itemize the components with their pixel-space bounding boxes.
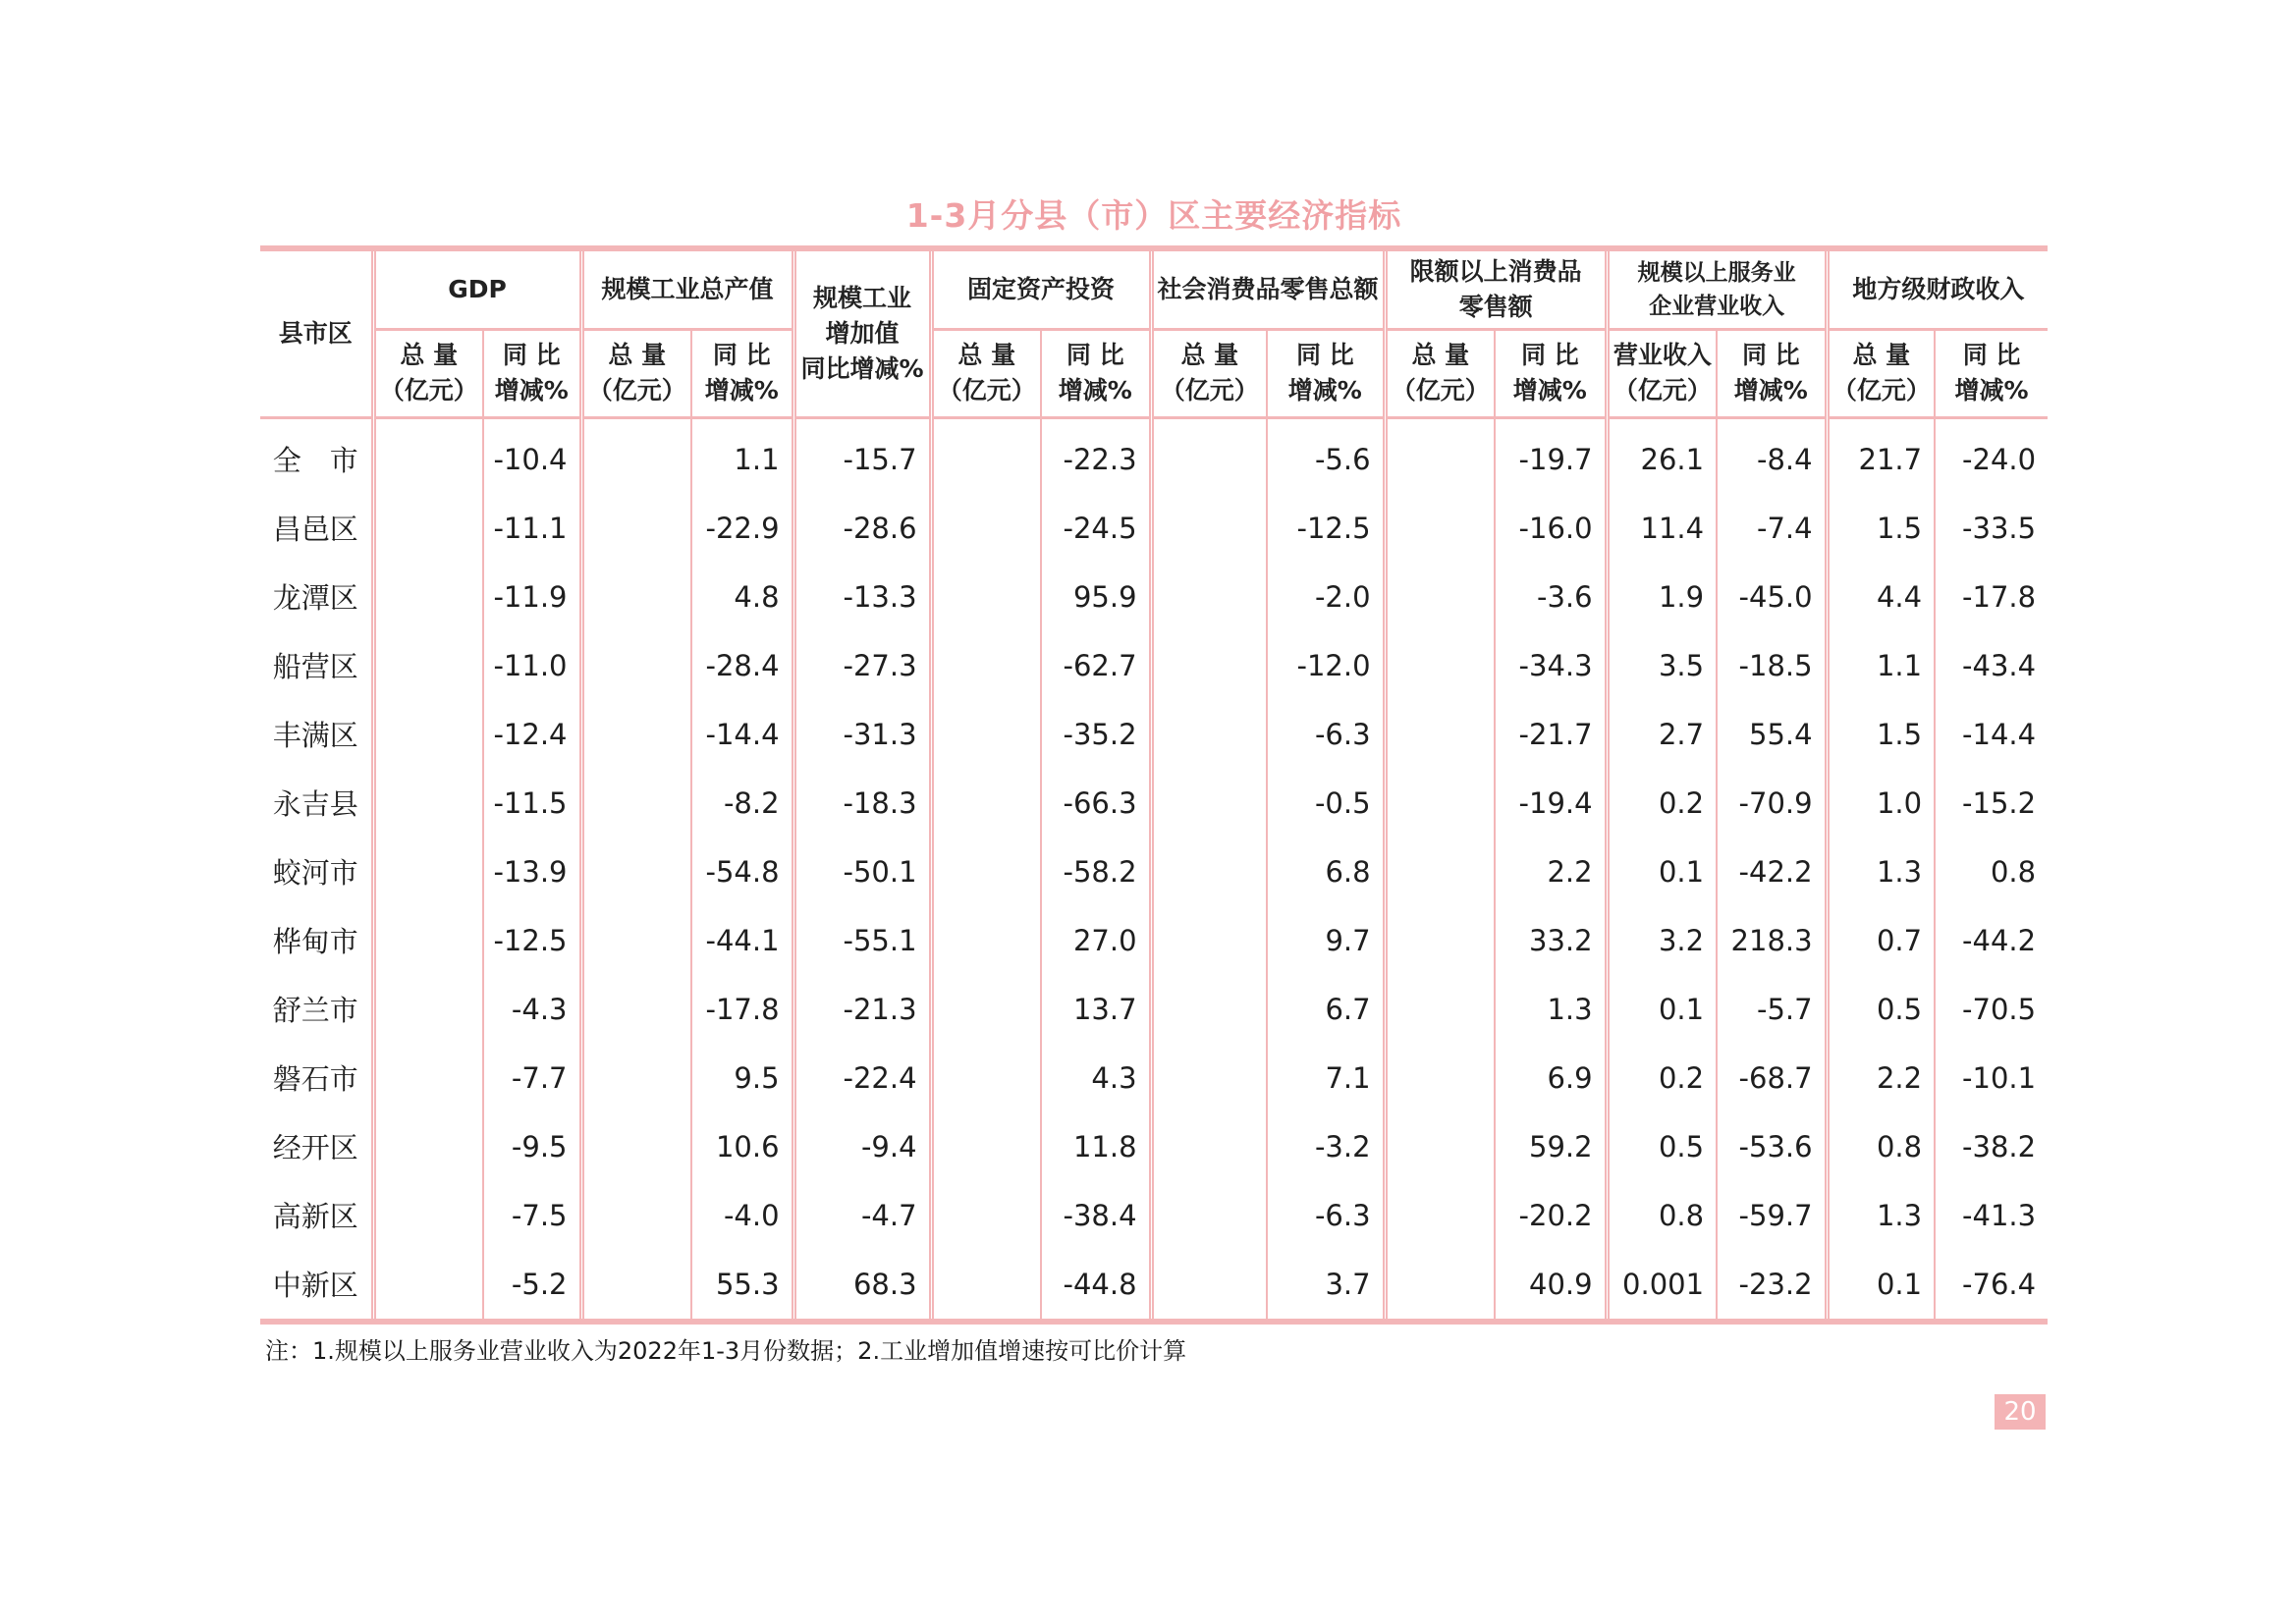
- table-row: [260, 417, 2048, 494]
- table-cell: [373, 1181, 483, 1250]
- table-cell: 1.3: [1827, 838, 1935, 906]
- table-cell: 40.9: [1495, 1250, 1607, 1322]
- table-cell: 0.2: [1607, 1044, 1717, 1112]
- table-cell: -53.6: [1717, 1112, 1827, 1181]
- header-gdp: GDP: [373, 248, 581, 329]
- table-row: [260, 700, 2048, 769]
- table-row: [260, 1112, 2048, 1181]
- table-cell: 0.1: [1607, 975, 1717, 1044]
- table-cell: [1151, 1181, 1267, 1250]
- county-name: 舒兰市: [272, 994, 358, 1027]
- table-cell: -50.1: [793, 838, 931, 906]
- table-cell: [931, 1250, 1041, 1322]
- subheader-revenue-line1: 营业收入: [1613, 341, 1712, 369]
- table-cell: -59.7: [1717, 1181, 1827, 1250]
- table-cell: [931, 769, 1041, 838]
- table-cell: 1.3: [1495, 975, 1607, 1044]
- table-cell: -12.0: [1267, 631, 1385, 700]
- header-industry-added-line3: 同比增减%: [800, 353, 924, 383]
- table-cell: [581, 417, 691, 494]
- table-cell: [581, 1181, 691, 1250]
- table-cell: [1385, 417, 1495, 494]
- county-name: 磐石市: [272, 1062, 358, 1096]
- header-retail-above-line1: 限额以上消费品: [1409, 256, 1582, 286]
- table-cell: [373, 563, 483, 631]
- subheader-yoy: [691, 329, 793, 417]
- county-name: 昌邑区: [272, 513, 358, 546]
- table-cell: 0.2: [1607, 769, 1717, 838]
- table-cell: -5.7: [1717, 975, 1827, 1044]
- table-cell: 0.8: [1827, 1112, 1935, 1181]
- table-cell: [1385, 1250, 1495, 1322]
- table-cell: 9.5: [691, 1044, 793, 1112]
- table-cell: [931, 975, 1041, 1044]
- table-cell: [1385, 631, 1495, 700]
- table-cell: [1151, 1250, 1267, 1322]
- subheader-total-line2: （亿元）: [379, 376, 478, 405]
- county-name: 龙潭区: [272, 581, 358, 615]
- table-cell: [931, 631, 1041, 700]
- table-cell: -21.7: [1495, 700, 1607, 769]
- table-cell: [373, 631, 483, 700]
- table-cell: 0.1: [1607, 838, 1717, 906]
- table-cell: -11.0: [483, 631, 581, 700]
- table-cell: [931, 700, 1041, 769]
- table-cell: -9.5: [483, 1112, 581, 1181]
- header-industry-output: 规模工业总产值: [581, 248, 793, 329]
- table-cell: [581, 1044, 691, 1112]
- table-cell: [1385, 1112, 1495, 1181]
- subheader-total: [1827, 329, 1935, 417]
- table-cell: [581, 1112, 691, 1181]
- table-cell: -11.1: [483, 494, 581, 563]
- table-cell: [931, 563, 1041, 631]
- table-cell: [1385, 700, 1495, 769]
- header-service-line1: 规模以上服务业: [1637, 259, 1796, 286]
- table-cell: [373, 1250, 483, 1322]
- table-row: [260, 838, 2048, 906]
- table-cell: 3.5: [1607, 631, 1717, 700]
- table-cell: [1385, 769, 1495, 838]
- header-retail-above-line2: 零售额: [1458, 292, 1533, 321]
- subheader-total-line2: （亿元）: [587, 376, 686, 405]
- subheader-yoy-line1: 同 比: [1520, 341, 1579, 369]
- table-cell: [931, 838, 1041, 906]
- table-cell: -76.4: [1935, 1250, 2048, 1322]
- table-cell: 95.9: [1041, 563, 1151, 631]
- table-cell: 6.7: [1267, 975, 1385, 1044]
- subheader-yoy-line1: 同 比: [1962, 341, 2021, 369]
- subheader-revenue: [1607, 329, 1717, 417]
- table-cell: -18.5: [1717, 631, 1827, 700]
- header-row-sub: [260, 329, 2048, 417]
- table-cell: -58.2: [1041, 838, 1151, 906]
- table-cell: [373, 417, 483, 494]
- table-cell: -34.3: [1495, 631, 1607, 700]
- table-cell: -4.7: [793, 1181, 931, 1250]
- table-cell: -35.2: [1041, 700, 1151, 769]
- table-cell: -54.8: [691, 838, 793, 906]
- table-cell: [1151, 1112, 1267, 1181]
- table-cell: -31.3: [793, 700, 931, 769]
- table-cell: 4.8: [691, 563, 793, 631]
- county-name: 中新区: [272, 1269, 358, 1302]
- table-cell: -27.3: [793, 631, 931, 700]
- footnote: 注：1.规模以上服务业营业收入为2022年1-3月份数据；2.工业增加值增速按可比价计算: [265, 1337, 1187, 1365]
- table-cell: -15.7: [793, 417, 931, 494]
- table-cell: [373, 906, 483, 975]
- table-cell: 1.1: [1827, 631, 1935, 700]
- table-cell: [931, 906, 1041, 975]
- table-cell: 3.2: [1607, 906, 1717, 975]
- table-cell: -11.9: [483, 563, 581, 631]
- table-cell: [1385, 975, 1495, 1044]
- table-cell: [1151, 563, 1267, 631]
- table-cell: -70.5: [1935, 975, 2048, 1044]
- table-cell: 21.7: [1827, 417, 1935, 494]
- table-cell: -11.5: [483, 769, 581, 838]
- subheader-total: [1385, 329, 1495, 417]
- table-cell: -22.9: [691, 494, 793, 563]
- subheader-total-line2: （亿元）: [1391, 376, 1490, 405]
- table-row: [260, 1181, 2048, 1250]
- subheader-yoy-line1: 同 比: [1741, 341, 1800, 369]
- table-cell: 55.3: [691, 1250, 793, 1322]
- table-cell: -68.7: [1717, 1044, 1827, 1112]
- table-cell: -7.5: [483, 1181, 581, 1250]
- subheader-yoy-line2: 增减%: [1954, 376, 2029, 405]
- table-cell: [931, 417, 1041, 494]
- subheader-total: [1151, 329, 1267, 417]
- subheader-yoy-line2: 增减%: [1512, 376, 1587, 405]
- subheader-total-line1: 总 量: [608, 341, 667, 369]
- table-cell: -9.4: [793, 1112, 931, 1181]
- table-cell: [1151, 906, 1267, 975]
- table-cell: [581, 631, 691, 700]
- table-cell: 0.7: [1827, 906, 1935, 975]
- subheader-yoy: [1041, 329, 1151, 417]
- subheader-total-line2: （亿元）: [1160, 376, 1259, 405]
- table-row: [260, 769, 2048, 838]
- subheader-yoy: [1267, 329, 1385, 417]
- header-service-line2: 企业营业收入: [1649, 293, 1785, 319]
- table-cell: 1.3: [1827, 1181, 1935, 1250]
- table-cell: 33.2: [1495, 906, 1607, 975]
- table-cell: [1151, 838, 1267, 906]
- table-cell: -0.5: [1267, 769, 1385, 838]
- table-cell: -33.5: [1935, 494, 2048, 563]
- table-cell: [1385, 906, 1495, 975]
- table-cell: 3.7: [1267, 1250, 1385, 1322]
- table-cell: -3.2: [1267, 1112, 1385, 1181]
- economic-indicators-table: [260, 245, 2048, 1325]
- table-cell: -7.7: [483, 1044, 581, 1112]
- subheader-yoy-line1: 同 比: [1295, 341, 1354, 369]
- table-cell: 55.4: [1717, 700, 1827, 769]
- subheader-yoy-line1: 同 比: [1066, 341, 1124, 369]
- table-cell: [1385, 1044, 1495, 1112]
- table-cell: -22.3: [1041, 417, 1151, 494]
- table-cell: -3.6: [1495, 563, 1607, 631]
- table-cell: -44.2: [1935, 906, 2048, 975]
- table-cell: 2.2: [1495, 838, 1607, 906]
- table-cell: -62.7: [1041, 631, 1151, 700]
- table-cell: -45.0: [1717, 563, 1827, 631]
- table-cell: [1385, 838, 1495, 906]
- subheader-total-line2: （亿元）: [1831, 376, 1931, 405]
- table-cell: 0.8: [1935, 838, 2048, 906]
- table-row: [260, 494, 2048, 563]
- table-cell: 218.3: [1717, 906, 1827, 975]
- table-row: [260, 631, 2048, 700]
- table-cell: -18.3: [793, 769, 931, 838]
- table-row: [260, 906, 2048, 975]
- table-cell: -2.0: [1267, 563, 1385, 631]
- table-cell: -8.4: [1717, 417, 1827, 494]
- table-cell: -5.6: [1267, 417, 1385, 494]
- table-cell: 59.2: [1495, 1112, 1607, 1181]
- table-cell: -17.8: [1935, 563, 2048, 631]
- table-cell: 6.8: [1267, 838, 1385, 906]
- table-cell: [373, 1112, 483, 1181]
- table-cell: -28.6: [793, 494, 931, 563]
- table-cell: [373, 975, 483, 1044]
- table-cell: 0.5: [1607, 1112, 1717, 1181]
- header-industry-added: [793, 248, 931, 417]
- table-cell: -41.3: [1935, 1181, 2048, 1250]
- table-cell: 26.1: [1607, 417, 1717, 494]
- subheader-total: [373, 329, 483, 417]
- header-fixed-assets: 固定资产投资: [931, 248, 1151, 329]
- table-cell: -7.4: [1717, 494, 1827, 563]
- header-industry-added-line1: 规模工业: [813, 283, 912, 312]
- table-cell: [581, 700, 691, 769]
- table-cell: [1151, 700, 1267, 769]
- table-row: [260, 1250, 2048, 1322]
- subheader-total: [931, 329, 1041, 417]
- subheader-total-line1: 总 量: [400, 341, 459, 369]
- table-cell: 27.0: [1041, 906, 1151, 975]
- table-cell: -10.4: [483, 417, 581, 494]
- table-cell: [373, 838, 483, 906]
- table-cell: -38.4: [1041, 1181, 1151, 1250]
- subheader-revenue-line2: （亿元）: [1613, 376, 1712, 405]
- table-cell: [931, 494, 1041, 563]
- table-cell: -44.8: [1041, 1250, 1151, 1322]
- table-cell: -10.1: [1935, 1044, 2048, 1112]
- table-cell: -70.9: [1717, 769, 1827, 838]
- table-cell: -14.4: [1935, 700, 2048, 769]
- table-cell: -19.7: [1495, 417, 1607, 494]
- table-cell: 7.1: [1267, 1044, 1385, 1112]
- table-cell: 11.4: [1607, 494, 1717, 563]
- table-cell: -6.3: [1267, 1181, 1385, 1250]
- table-cell: [373, 700, 483, 769]
- header-retail-total: 社会消费品零售总额: [1151, 248, 1385, 329]
- subheader-total: [581, 329, 691, 417]
- county-name: 桦甸市: [272, 925, 358, 958]
- table-cell: 0.001: [1607, 1250, 1717, 1322]
- subheader-yoy-line2: 增减%: [704, 376, 779, 405]
- subheader-yoy: [1935, 329, 2048, 417]
- subheader-total-line2: （亿元）: [937, 376, 1036, 405]
- table-cell: [581, 1250, 691, 1322]
- table-cell: 4.3: [1041, 1044, 1151, 1112]
- table-cell: -13.9: [483, 838, 581, 906]
- table-cell: -14.4: [691, 700, 793, 769]
- subheader-yoy: [483, 329, 581, 417]
- table-cell: [931, 1181, 1041, 1250]
- table-cell: -15.2: [1935, 769, 2048, 838]
- subheader-total-line1: 总 量: [1411, 341, 1470, 369]
- table-body: [260, 417, 2048, 1322]
- table-cell: [1151, 769, 1267, 838]
- table-cell: 1.9: [1607, 563, 1717, 631]
- county-name: 丰满区: [272, 719, 358, 752]
- table-cell: -16.0: [1495, 494, 1607, 563]
- table-cell: -28.4: [691, 631, 793, 700]
- table-cell: [1385, 563, 1495, 631]
- table-cell: -24.5: [1041, 494, 1151, 563]
- table-cell: 1.1: [691, 417, 793, 494]
- table-cell: [931, 1044, 1041, 1112]
- table-cell: [373, 494, 483, 563]
- table-cell: -5.2: [483, 1250, 581, 1322]
- page-number: 20: [1995, 1394, 2046, 1430]
- table-cell: [581, 838, 691, 906]
- subheader-total-line1: 总 量: [957, 341, 1016, 369]
- table-cell: 6.9: [1495, 1044, 1607, 1112]
- county-name: 经开区: [272, 1131, 358, 1164]
- table-cell: 1.0: [1827, 769, 1935, 838]
- table-cell: -55.1: [793, 906, 931, 975]
- subheader-yoy-line2: 增减%: [494, 376, 569, 405]
- table-cell: -43.4: [1935, 631, 2048, 700]
- subheader-yoy: [1717, 329, 1827, 417]
- table-cell: -13.3: [793, 563, 931, 631]
- table-row: [260, 1044, 2048, 1112]
- table-cell: 1.5: [1827, 494, 1935, 563]
- table-cell: 11.8: [1041, 1112, 1151, 1181]
- county-name: 高新区: [272, 1200, 358, 1233]
- header-fiscal: 地方级财政收入: [1827, 248, 2048, 329]
- county-name: 蛟河市: [272, 856, 358, 890]
- subheader-yoy-line1: 同 比: [712, 341, 771, 369]
- subheader-yoy-line1: 同 比: [502, 341, 561, 369]
- county-name: 船营区: [272, 650, 358, 683]
- subheader-yoy-line2: 增减%: [1058, 376, 1132, 405]
- table-cell: [931, 1112, 1041, 1181]
- subheader-total-line1: 总 量: [1180, 341, 1239, 369]
- table-cell: 68.3: [793, 1250, 931, 1322]
- table-row: [260, 563, 2048, 631]
- table-cell: [581, 494, 691, 563]
- table-cell: -42.2: [1717, 838, 1827, 906]
- table-cell: [581, 975, 691, 1044]
- subheader-yoy: [1495, 329, 1607, 417]
- table-title: 1-3月分县（市）区主要经济指标: [905, 196, 1402, 235]
- table-cell: [373, 769, 483, 838]
- table-cell: -24.0: [1935, 417, 2048, 494]
- table-cell: [581, 769, 691, 838]
- table-cell: 9.7: [1267, 906, 1385, 975]
- table-cell: 2.7: [1607, 700, 1717, 769]
- table-cell: [1151, 975, 1267, 1044]
- table-cell: -12.5: [1267, 494, 1385, 563]
- table-cell: 2.2: [1827, 1044, 1935, 1112]
- table-cell: [373, 1044, 483, 1112]
- table-cell: [1151, 494, 1267, 563]
- table-cell: -8.2: [691, 769, 793, 838]
- table-cell: 0.8: [1607, 1181, 1717, 1250]
- table-cell: 4.4: [1827, 563, 1935, 631]
- table-cell: -66.3: [1041, 769, 1151, 838]
- table-cell: [1385, 494, 1495, 563]
- table-cell: [581, 906, 691, 975]
- table-cell: [1385, 1181, 1495, 1250]
- table-cell: [1151, 631, 1267, 700]
- table-cell: 10.6: [691, 1112, 793, 1181]
- table-cell: -20.2: [1495, 1181, 1607, 1250]
- table-cell: [581, 563, 691, 631]
- table-cell: 0.1: [1827, 1250, 1935, 1322]
- subheader-yoy-line2: 增减%: [1287, 376, 1362, 405]
- table-cell: 1.5: [1827, 700, 1935, 769]
- table-cell: 0.5: [1827, 975, 1935, 1044]
- county-name: 永吉县: [272, 787, 358, 821]
- header-retail-above: [1385, 248, 1607, 329]
- table-cell: -4.0: [691, 1181, 793, 1250]
- table-cell: -19.4: [1495, 769, 1607, 838]
- table-cell: -44.1: [691, 906, 793, 975]
- header-service: [1607, 248, 1827, 329]
- table-cell: -21.3: [793, 975, 931, 1044]
- header-industry-added-line2: 增加值: [825, 318, 900, 348]
- table-cell: -12.4: [483, 700, 581, 769]
- table-cell: -6.3: [1267, 700, 1385, 769]
- table-cell: [1151, 1044, 1267, 1112]
- table-cell: -4.3: [483, 975, 581, 1044]
- table-row: [260, 975, 2048, 1044]
- table-cell: -22.4: [793, 1044, 931, 1112]
- table-cell: -12.5: [483, 906, 581, 975]
- table-cell: -17.8: [691, 975, 793, 1044]
- table-cell: -23.2: [1717, 1250, 1827, 1322]
- table-cell: -38.2: [1935, 1112, 2048, 1181]
- subheader-total-line1: 总 量: [1852, 341, 1911, 369]
- subheader-yoy-line2: 增减%: [1733, 376, 1808, 405]
- table-cell: 13.7: [1041, 975, 1151, 1044]
- header-county: 县市区: [278, 318, 353, 348]
- county-name: 全 市: [272, 444, 358, 477]
- header-row-groups: [260, 248, 2048, 329]
- table-cell: [1151, 417, 1267, 494]
